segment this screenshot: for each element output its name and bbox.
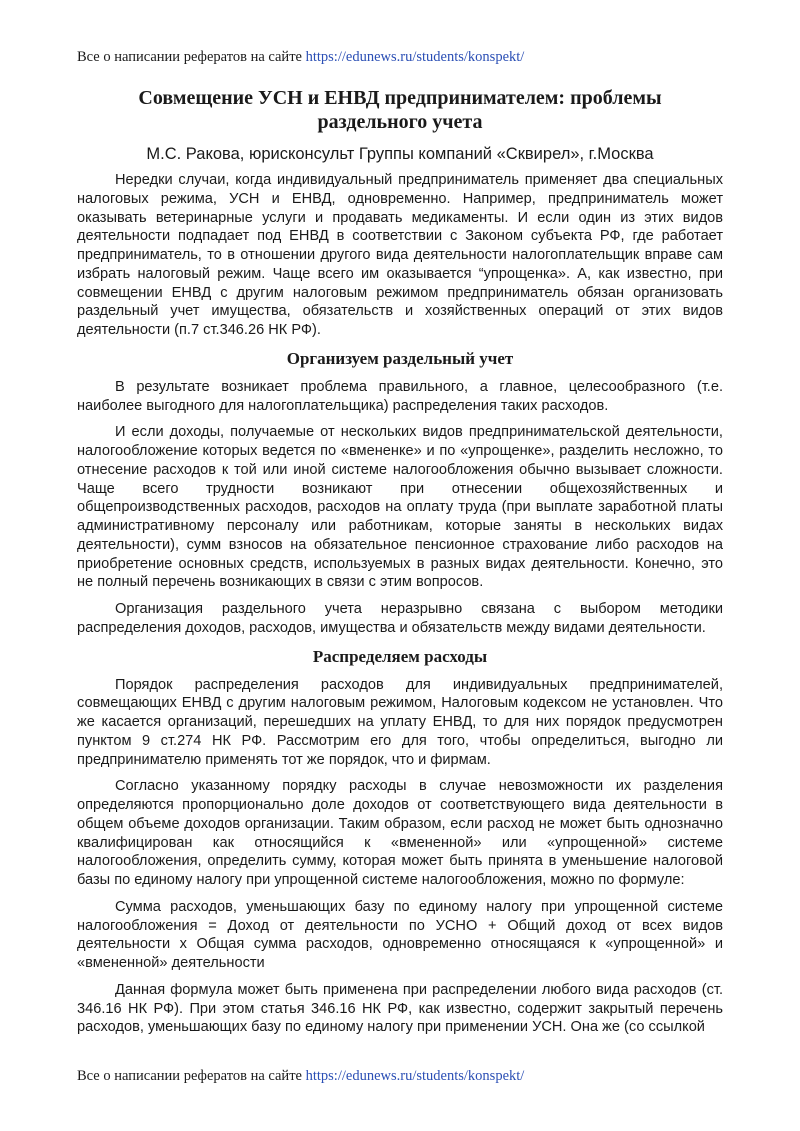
paragraph: Организация раздельного учета неразрывно связана с выбором методики распределения доходов, расходов, имущества и обязательств между видами деятельности. (77, 601, 723, 636)
paragraph: В результате возникает проблема правильного, а главное, целесообразного (т.е. наиболее выгодного для налогоплательщика) распределения таких расходов. (77, 378, 723, 414)
header-link[interactable]: https://edunews.ru/students/konspekt/ (305, 49, 525, 65)
intro-paragraph: Нередки случаи, когда индивидуальный предприниматель применяет два специальных налоговых режима, УСН и ЕНВД, одновременно. Например, предприниматель может оказывать ветеринарные услуги и продавать медикаменты. И если один из этих видов деятельности подпадает под ЕНВД в соответствии с Законом субъекта РФ, где работает предприниматель, то в отношении другого вида деятельности налогоплательщик вправе сам избрать налоговый режим. Чаще всего им оказывается “упрощенка». А, как известно, при совмещении ЕНВД с другим налоговым режимом предприниматель обязан организовать раздельный учет имущества, обязательств и хозяйственных операций от этих видов деятельности (п.7 ст.346.26 НК РФ). (77, 172, 723, 338)
paragraph: Данная формула может быть применена при распределении любого вида расходов (ст. 346.16 НК РФ). При этом статья 346.16 НК РФ, как известно, содержит закрытый перечень расходов, уменьшающих базу по единому налогу при применении УСН. Она же (со ссылкой (77, 981, 723, 1036)
page-footer (77, 1067, 524, 1085)
paragraph: И если доходы, получаемые от нескольких видов предпринимательской деятельности, налогообложение которых ведется по «вмененке» и по «упрощенке», разделить несложно, то отнесение расходов к той или иной системе налогообложения обычно вызывает сложности. Чаще всего трудности возникают при отнесении общехозяйственных и общепроизводственных расходов, расходов на оплату труда (при выплате заработной платы административному персоналу или работникам, которые заняты в нескольких видах деятельности), сумм взносов на обязательное пенсионное страхование либо расходов на приобретение основных средств, используемых в разных видах деятельности. Конечно, это не полный перечень возникающих в связи с этим вопросов. (77, 424, 723, 591)
header-text: Все о написании рефератов на сайте (77, 49, 306, 65)
formula-paragraph: Сумма расходов, уменьшающих базу по единому налогу при упрощенной системе налогообложения = Доход от деятельности по УСНО + Общий доход от всех видов деятельности х Общая сумма расходов, одновременно относящаяся к «упрощенной» и «вмененной» деятельности (77, 898, 723, 971)
document-body (77, 86, 723, 1045)
section-heading-organize: Организуем раздельный учет (286, 348, 514, 368)
document-author: М.С. Ракова, юрисконсульт Группы компаний «Сквирел», г.Москва (146, 145, 654, 163)
paragraph: Порядок распределения расходов для индивидуальных предпринимателей, совмещающих ЕНВД с другим налоговым режимом, Налоговым кодексом не установлен. Что же касается организаций, перешедших на уплату ЕНВД, то для них порядок предусмотрен пунктом 9 ст.274 НК РФ. Рассмотрим его для того, чтобы определиться, выгодно ли предпринимателю применять тот же порядок, что и фирмам. (77, 676, 723, 768)
footer-link[interactable]: https://edunews.ru/students/konspekt/ (305, 1068, 525, 1084)
document-title: Совмещение УСН и ЕНВД предпринимателем: проблемы раздельного учета (138, 87, 662, 133)
paragraph: Согласно указанному порядку расходы в случае невозможности их разделения определяются пропорционально доле доходов от соответствующего вида деятельности в общем объеме доходов организации. Таким образом, если расход не может быть однозначно квалифицирован как относящийся к «вмененной» или «упрощенной» системе налогообложения, определить сумму, которая может быть принята в уменьшение налоговой базы по единому налогу при упрощенной системе налогообложения, можно по формуле: (77, 778, 723, 888)
footer-text: Все о написании рефератов на сайте (77, 1068, 306, 1084)
section-heading-distribute: Распределяем расходы (312, 646, 488, 666)
page-header (77, 48, 524, 66)
